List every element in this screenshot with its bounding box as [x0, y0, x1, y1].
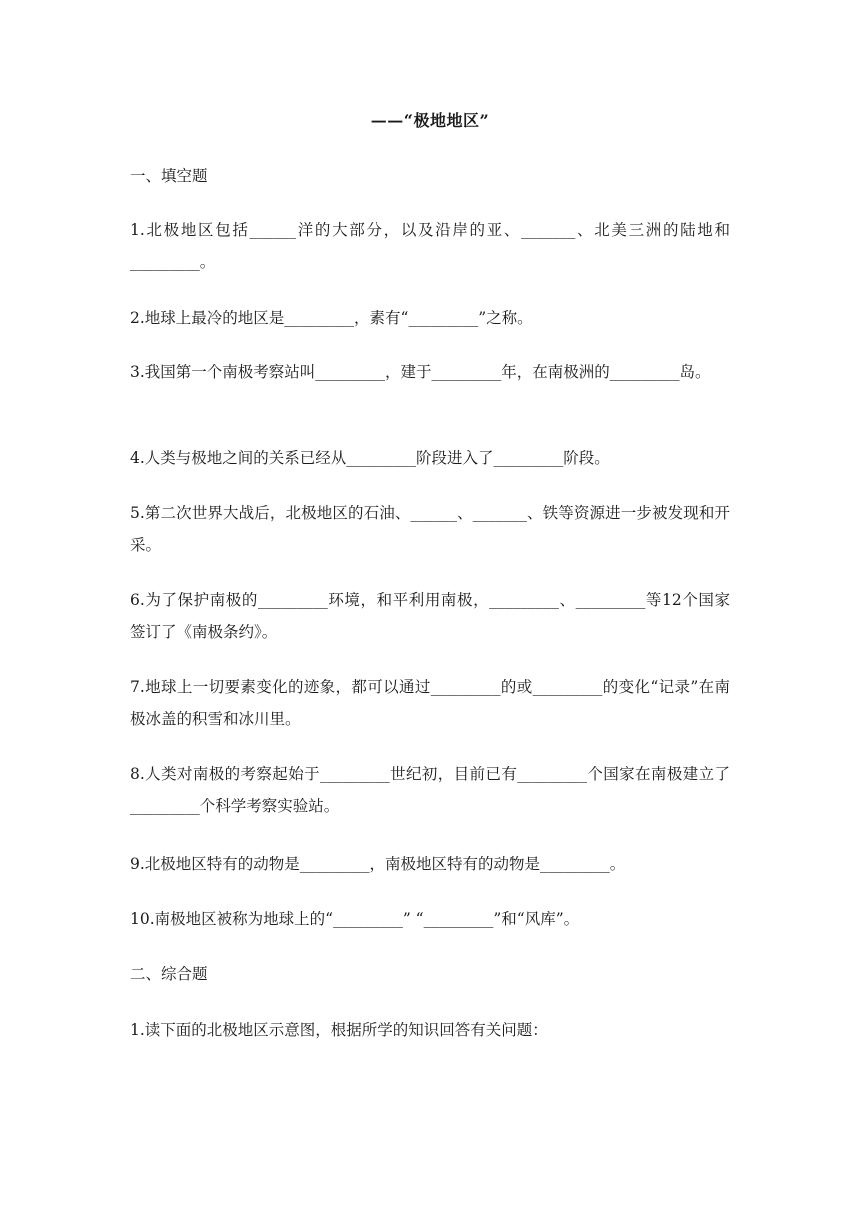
section-heading-fill-in-blank: 一、填空题: [130, 167, 208, 185]
question-7: 7.地球上一切要素变化的迹象，都可以通过_________的或_________的变化“记录”在南极冰盖的积雪和冰川里。: [130, 678, 730, 728]
question-8: 8.人类对南极的考察起始于_________世纪初，目前已有_________个国家在南极建立了_________个科学考察实验站。: [130, 765, 730, 815]
question-10: 10.南极地区被称为地球上的“_________” “_________”和“风库”。: [130, 910, 580, 928]
question-1: 1.北极地区包括______洋的大部分，以及沿岸的亚、_______、北美三洲的陆地和_________。: [130, 221, 730, 271]
question-4: 4.人类与极地之间的关系已经从_________阶段进入了_________阶段。: [130, 449, 610, 467]
question-3: 3.我国第一个南极考察站叫_________，建于_________年，在南极洲的_________岛。: [130, 363, 711, 381]
question-5: 5.第二次世界大战后，北极地区的石油、______、_______、铁等资源进一步被发现和开采。: [130, 504, 730, 554]
question-2: 2.地球上最冷的地区是_________，素有“_________”之称。: [130, 309, 533, 327]
page-title: ——“极地地区”: [370, 111, 490, 130]
section-heading-comprehensive: 二、综合题: [130, 965, 208, 983]
comprehensive-question-1: 1.读下面的北极地区示意图，根据所学的知识回答有关问题：: [130, 1021, 548, 1039]
question-9: 9.北极地区特有的动物是_________，南极地区特有的动物是_________。: [130, 855, 626, 873]
question-6: 6.为了保护南极的_________环境，和平利用南极，_________、_________等12个国家签订了《南极条约》。: [130, 591, 730, 641]
